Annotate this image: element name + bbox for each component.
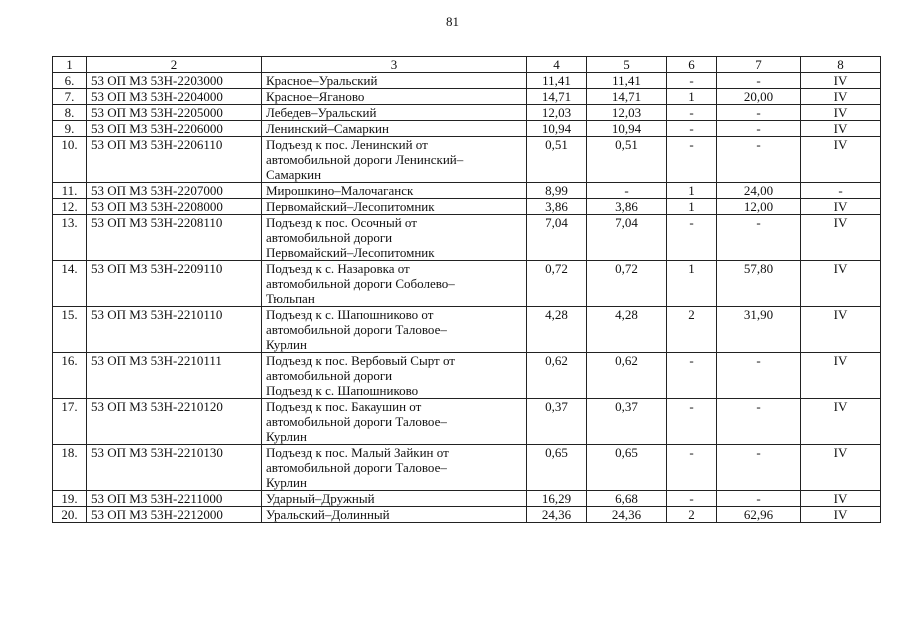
structures-length-cell: 12,00 (717, 199, 801, 215)
table-row (53, 445, 881, 491)
table-row (53, 353, 881, 399)
road-id-code-cell: 53 ОП МЗ 53Н-2210110 (87, 307, 262, 353)
length-total-km-cell: 24,36 (527, 507, 587, 523)
road-category-cell: IV (801, 261, 881, 307)
road-name-cell: Первомайский–Лесопитомник (262, 199, 527, 215)
page-number: 81 (446, 14, 459, 29)
length-surface-km-cell: 0,62 (587, 353, 667, 399)
length-surface-km-cell: 6,68 (587, 491, 667, 507)
length-surface-km-cell: 14,71 (587, 89, 667, 105)
length-total-km-cell: 0,72 (527, 261, 587, 307)
road-id-code-cell: 53 ОП МЗ 53Н-2210111 (87, 353, 262, 399)
row-number-cell: 16. (53, 353, 87, 399)
length-total-km-cell: 0,37 (527, 399, 587, 445)
structures-length-cell: - (717, 491, 801, 507)
road-category-cell: IV (801, 121, 881, 137)
structures-count-cell: 1 (667, 261, 717, 307)
structures-count-cell: - (667, 353, 717, 399)
table-row (53, 199, 881, 215)
column-header: 5 (587, 57, 667, 73)
road-category-cell: - (801, 183, 881, 199)
table-body (53, 57, 881, 523)
structures-length-cell: 31,90 (717, 307, 801, 353)
table-row (53, 399, 881, 445)
structures-count-cell: - (667, 445, 717, 491)
structures-length-cell: - (717, 121, 801, 137)
length-total-km-cell: 7,04 (527, 215, 587, 261)
structures-count-cell: - (667, 121, 717, 137)
column-header: 4 (527, 57, 587, 73)
length-surface-km-cell: 4,28 (587, 307, 667, 353)
road-id-code-cell: 53 ОП МЗ 53Н-2204000 (87, 89, 262, 105)
road-id-code-cell: 53 ОП МЗ 53Н-2206000 (87, 121, 262, 137)
road-category-cell: IV (801, 89, 881, 105)
structures-count-cell: 2 (667, 507, 717, 523)
road-name-cell: Подъезд к пос. Ленинский от автомобильной дороги Ленинский– Самаркин (262, 137, 527, 183)
column-header: 8 (801, 57, 881, 73)
structures-length-cell: - (717, 399, 801, 445)
road-category-cell: IV (801, 73, 881, 89)
structures-length-cell: - (717, 353, 801, 399)
column-header: 1 (53, 57, 87, 73)
road-category-cell: IV (801, 399, 881, 445)
structures-length-cell: - (717, 137, 801, 183)
road-category-cell: IV (801, 445, 881, 491)
structures-count-cell: - (667, 137, 717, 183)
structures-length-cell: - (717, 445, 801, 491)
length-surface-km-cell: 12,03 (587, 105, 667, 121)
structures-count-cell: 1 (667, 199, 717, 215)
length-total-km-cell: 11,41 (527, 73, 587, 89)
road-name-cell: Ударный–Дружный (262, 491, 527, 507)
row-number-cell: 15. (53, 307, 87, 353)
road-category-cell: IV (801, 353, 881, 399)
structures-length-cell: - (717, 73, 801, 89)
length-total-km-cell: 0,62 (527, 353, 587, 399)
structures-length-cell: - (717, 215, 801, 261)
road-id-code-cell: 53 ОП МЗ 53Н-2210130 (87, 445, 262, 491)
table-row (53, 507, 881, 523)
row-number-cell: 12. (53, 199, 87, 215)
row-number-cell: 20. (53, 507, 87, 523)
column-header: 3 (262, 57, 527, 73)
length-total-km-cell: 4,28 (527, 307, 587, 353)
road-category-cell: IV (801, 507, 881, 523)
length-total-km-cell: 10,94 (527, 121, 587, 137)
structures-count-cell: - (667, 491, 717, 507)
structures-count-cell: - (667, 73, 717, 89)
row-number-cell: 7. (53, 89, 87, 105)
row-number-cell: 18. (53, 445, 87, 491)
length-surface-km-cell: - (587, 183, 667, 199)
length-surface-km-cell: 0,37 (587, 399, 667, 445)
road-name-cell: Ленинский–Самаркин (262, 121, 527, 137)
row-number-cell: 14. (53, 261, 87, 307)
row-number-cell: 9. (53, 121, 87, 137)
row-number-cell: 6. (53, 73, 87, 89)
road-id-code-cell: 53 ОП МЗ 53Н-2209110 (87, 261, 262, 307)
road-name-cell: Подъезд к пос. Бакаушин от автомобильной дороги Таловое– Курлин (262, 399, 527, 445)
road-name-cell: Подъезд к с. Шапошниково от автомобильной дороги Таловое– Курлин (262, 307, 527, 353)
road-category-cell: IV (801, 105, 881, 121)
table-row (53, 89, 881, 105)
table-row (53, 491, 881, 507)
road-registry-table (52, 56, 881, 523)
table-row (53, 307, 881, 353)
length-total-km-cell: 0,51 (527, 137, 587, 183)
column-header: 7 (717, 57, 801, 73)
length-total-km-cell: 0,65 (527, 445, 587, 491)
column-header: 2 (87, 57, 262, 73)
row-number-cell: 13. (53, 215, 87, 261)
length-surface-km-cell: 11,41 (587, 73, 667, 89)
road-name-cell: Уральский–Долинный (262, 507, 527, 523)
road-id-code-cell: 53 ОП МЗ 53Н-2210120 (87, 399, 262, 445)
structures-count-cell: 1 (667, 183, 717, 199)
road-name-cell: Лебедев–Уральский (262, 105, 527, 121)
column-header: 6 (667, 57, 717, 73)
road-id-code-cell: 53 ОП МЗ 53Н-2205000 (87, 105, 262, 121)
road-name-cell: Подъезд к пос. Вербовый Сырт от автомобильной дороги Подъезд к с. Шапошниково (262, 353, 527, 399)
row-number-cell: 17. (53, 399, 87, 445)
road-name-cell: Красное–Яганово (262, 89, 527, 105)
length-surface-km-cell: 10,94 (587, 121, 667, 137)
length-total-km-cell: 14,71 (527, 89, 587, 105)
road-id-code-cell: 53 ОП МЗ 53Н-2212000 (87, 507, 262, 523)
structures-length-cell: - (717, 105, 801, 121)
table-header-row (53, 57, 881, 73)
road-name-cell: Подъезд к с. Назаровка от автомобильной дороги Соболево– Тюльпан (262, 261, 527, 307)
row-number-cell: 8. (53, 105, 87, 121)
length-total-km-cell: 16,29 (527, 491, 587, 507)
structures-length-cell: 57,80 (717, 261, 801, 307)
road-category-cell: IV (801, 199, 881, 215)
table-row (53, 215, 881, 261)
table-row (53, 105, 881, 121)
structures-count-cell: - (667, 105, 717, 121)
row-number-cell: 19. (53, 491, 87, 507)
road-name-cell: Мирошкино–Малочаганск (262, 183, 527, 199)
road-id-code-cell: 53 ОП МЗ 53Н-2211000 (87, 491, 262, 507)
length-surface-km-cell: 7,04 (587, 215, 667, 261)
length-surface-km-cell: 0,65 (587, 445, 667, 491)
road-category-cell: IV (801, 307, 881, 353)
road-id-code-cell: 53 ОП МЗ 53Н-2208000 (87, 199, 262, 215)
table-row (53, 137, 881, 183)
structures-length-cell: 20,00 (717, 89, 801, 105)
length-surface-km-cell: 24,36 (587, 507, 667, 523)
length-surface-km-cell: 3,86 (587, 199, 667, 215)
length-total-km-cell: 12,03 (527, 105, 587, 121)
structures-count-cell: - (667, 399, 717, 445)
structures-length-cell: 24,00 (717, 183, 801, 199)
structures-count-cell: 1 (667, 89, 717, 105)
structures-count-cell: 2 (667, 307, 717, 353)
road-category-cell: IV (801, 137, 881, 183)
road-name-cell: Подъезд к пос. Осочный от автомобильной дороги Первомайский–Лесопитомник (262, 215, 527, 261)
table-row (53, 261, 881, 307)
row-number-cell: 11. (53, 183, 87, 199)
road-id-code-cell: 53 ОП МЗ 53Н-2203000 (87, 73, 262, 89)
road-id-code-cell: 53 ОП МЗ 53Н-2206110 (87, 137, 262, 183)
road-name-cell: Красное–Уральский (262, 73, 527, 89)
length-total-km-cell: 3,86 (527, 199, 587, 215)
road-id-code-cell: 53 ОП МЗ 53Н-2207000 (87, 183, 262, 199)
structures-length-cell: 62,96 (717, 507, 801, 523)
table-row (53, 73, 881, 89)
length-total-km-cell: 8,99 (527, 183, 587, 199)
road-name-cell: Подъезд к пос. Малый Зайкин от автомобильной дороги Таловое– Курлин (262, 445, 527, 491)
road-category-cell: IV (801, 491, 881, 507)
road-category-cell: IV (801, 215, 881, 261)
length-surface-km-cell: 0,51 (587, 137, 667, 183)
structures-count-cell: - (667, 215, 717, 261)
table-row (53, 121, 881, 137)
table-row (53, 183, 881, 199)
length-surface-km-cell: 0,72 (587, 261, 667, 307)
road-id-code-cell: 53 ОП МЗ 53Н-2208110 (87, 215, 262, 261)
row-number-cell: 10. (53, 137, 87, 183)
